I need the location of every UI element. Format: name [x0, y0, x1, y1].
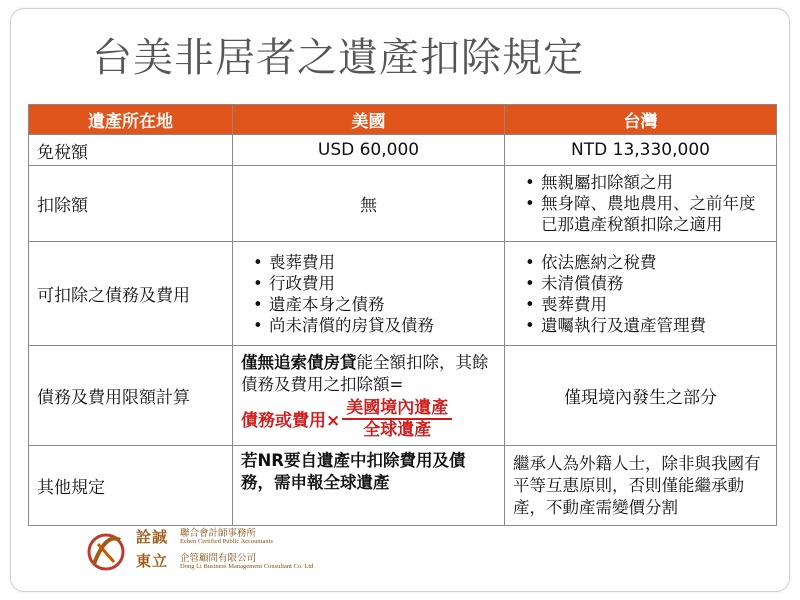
list-item: • 遺囑執行及遺產管理費	[527, 315, 768, 336]
list-item: • 無親屬扣除額之用	[527, 172, 768, 193]
us-other	[233, 446, 505, 526]
list-item: • 尚未清償的房貸及債務	[255, 315, 496, 336]
limit-text	[241, 352, 496, 396]
tw-debts	[505, 242, 777, 346]
limit-formula	[241, 398, 496, 440]
row-label-exemption: 免稅額	[29, 135, 233, 166]
limit-rest: 能全額扣除，其餘債務及費用之扣除額=	[241, 352, 489, 394]
logo-firm-cn: 聯合會計師事務所	[180, 528, 257, 539]
row-label-debts: 可扣除之債務及費用	[29, 242, 233, 346]
formula-denominator: 全球遺產	[363, 419, 432, 440]
comparison-table	[28, 104, 777, 526]
tw-other	[505, 446, 777, 526]
logo-emblem-icon	[84, 524, 130, 574]
header-us: 美國	[233, 105, 505, 135]
formula-left: 債務或費用×	[241, 411, 341, 431]
formula-numerator: 美國境內遺產	[342, 398, 452, 420]
logo-name-bottom: 東立	[136, 552, 169, 570]
row-label-limit: 債務及費用限額計算	[29, 346, 233, 446]
table-row	[29, 446, 777, 526]
logo-consult-en: Dong Li Business Management Consultant Co. Ltd	[180, 563, 314, 570]
list-item: • 喪葬費用	[527, 294, 768, 315]
logo-firm-en: Echen Certified Public Accountants	[180, 538, 273, 545]
limit-bold: 僅無追索債房貸	[241, 352, 357, 372]
row-label-deduction: 扣除額	[29, 166, 233, 242]
page-title: 台美非居者之遺產扣除規定	[92, 35, 584, 81]
row-label-other: 其他規定	[29, 446, 233, 526]
table-row	[29, 242, 777, 346]
header-location: 遺產所在地	[29, 105, 233, 135]
table-row	[29, 166, 777, 242]
logo-name-top: 詮誠	[136, 528, 169, 546]
table-row	[29, 135, 777, 166]
us-deduction: 無	[233, 166, 505, 242]
table-row	[29, 346, 777, 446]
tw-limit: 僅現境內發生之部分	[505, 346, 777, 446]
list-item: • 喪葬費用	[255, 252, 496, 273]
tw-deduction	[505, 166, 777, 242]
tw-other-text: 繼承人為外籍人士，除非與我國有平等互惠原則，否則僅能繼承動產，不動產需變價分割	[513, 453, 761, 517]
table-header-row	[29, 105, 777, 135]
list-item: • 未清償債務	[527, 273, 768, 294]
list-item: • 無身障、農地農用、之前年度已那遺產稅額扣除之適用	[527, 193, 768, 235]
us-exemption: USD 60,000	[233, 135, 505, 166]
tw-exemption: NTD 13,330,000	[505, 135, 777, 166]
header-tw: 台灣	[505, 105, 777, 135]
logo-consult-cn: 企管顧問有限公司	[180, 553, 257, 564]
us-limit	[233, 346, 505, 446]
us-other-text: 若NR要自遺產中扣除費用及債務，需申報全球遺產	[241, 451, 466, 492]
list-item: • 遺產本身之債務	[255, 294, 496, 315]
us-debts	[233, 242, 505, 346]
company-logo	[84, 520, 384, 580]
list-item: • 行政費用	[255, 273, 496, 294]
formula-fraction	[342, 398, 452, 440]
list-item: • 依法應納之稅費	[527, 252, 768, 273]
